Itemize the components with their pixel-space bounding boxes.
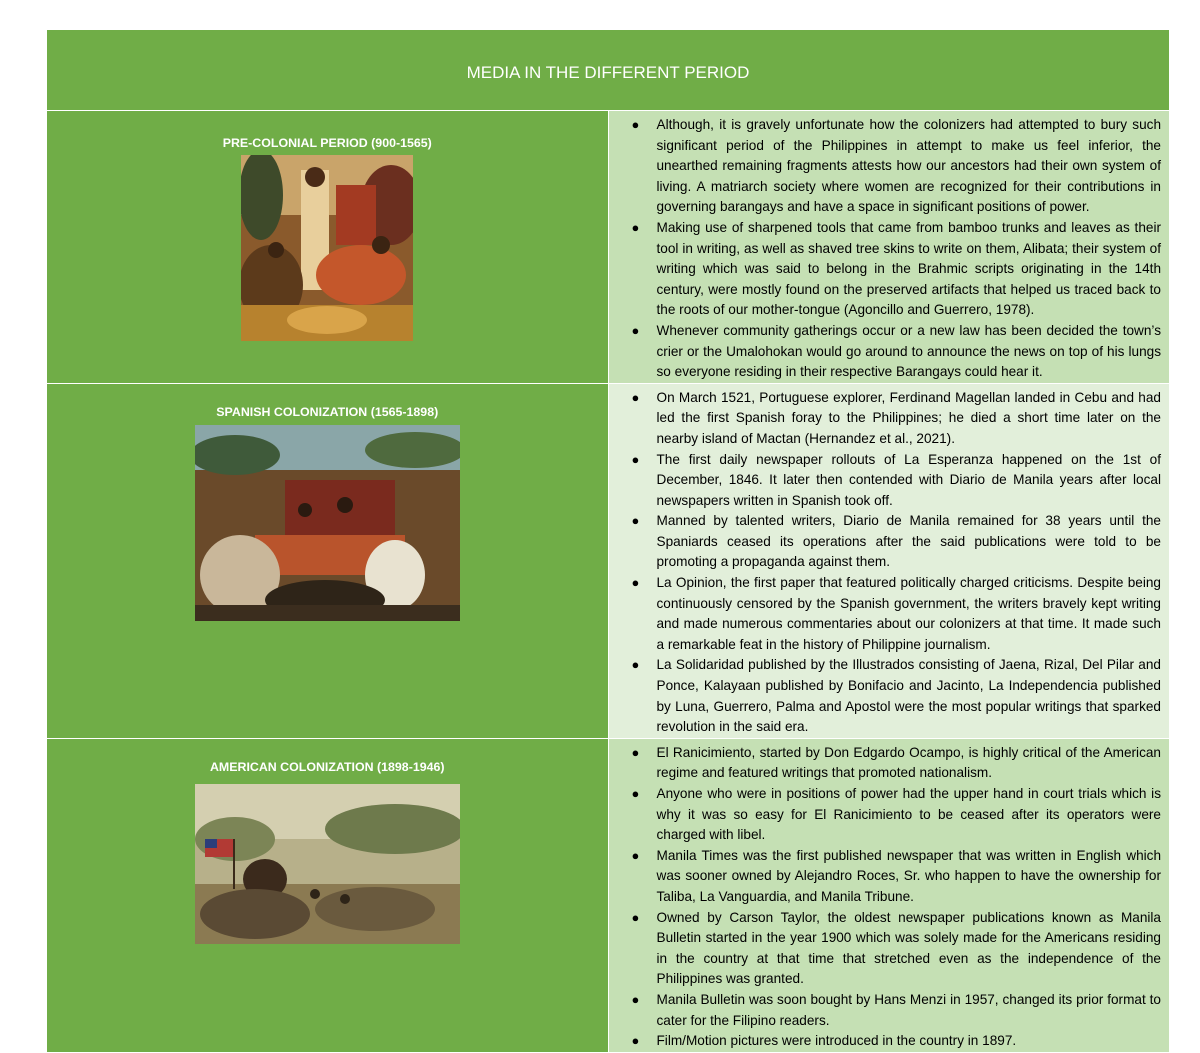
period-cell-spanish bbox=[47, 383, 609, 738]
period-content-american bbox=[608, 738, 1170, 1052]
bullet-list-american bbox=[609, 739, 1170, 1052]
bullet-icon: ● bbox=[631, 451, 640, 467]
period-content-pre-colonial bbox=[608, 111, 1170, 384]
bullet-text: El Ranicimiento, started by Don Edgardo Ocampo, is highly critical of the American regime and featured writings that promoted nationalism. bbox=[656, 744, 1161, 781]
bullet-text: Anyone who were in positions of power had the upper hand in court trials which is why it was so easy for El Ranicimiento to be ceased after its operators were charged with libel. bbox=[656, 786, 1161, 843]
table-row-american bbox=[47, 738, 1170, 1052]
list-item bbox=[631, 743, 1162, 784]
media-periods-table bbox=[46, 29, 1170, 1053]
bullet-text: Making use of sharpened tools that came from bamboo trunks and leaves as their tool in writing, as well as shaved tree skins to write on them, Alibata; their system of writing which was said to belong in the Brahmic scripts originating in the 14th century, were mostly found on the preserved artifacts that helped us traced back to the roots of our mother-tongue (Agoncillo and Guerrero, 1978). bbox=[656, 219, 1161, 318]
bullet-icon: ● bbox=[631, 575, 640, 591]
bullet-icon: ● bbox=[631, 219, 640, 235]
bullet-text: Owned by Carson Taylor, the oldest newspaper publications known as Manila Bulletin started in the year 1900 which was solely made for the Americans residing in the country at that time that stretched even as the independence of the Philippines was granted. bbox=[656, 909, 1161, 987]
list-item bbox=[631, 784, 1162, 846]
list-item bbox=[631, 1031, 1162, 1052]
table-header-row bbox=[47, 30, 1170, 111]
bullet-list-pre-colonial bbox=[609, 111, 1170, 383]
table-title: MEDIA IN THE DIFFERENT PERIOD bbox=[466, 63, 750, 82]
bullet-icon: ● bbox=[631, 909, 640, 925]
list-item bbox=[631, 450, 1162, 512]
table-row-pre-colonial bbox=[47, 111, 1170, 384]
bullet-icon: ● bbox=[631, 847, 640, 863]
period-content-spanish bbox=[608, 383, 1170, 738]
list-item bbox=[631, 511, 1162, 573]
period-label-pre-colonial: PRE-COLONIAL PERIOD (900-1565) bbox=[222, 136, 432, 150]
bullet-text: Manila Bulletin was soon bought by Hans Menzi in 1957, changed its prior format to cater for the Filipino readers. bbox=[656, 991, 1161, 1028]
list-item bbox=[631, 218, 1162, 321]
period-cell-pre-colonial bbox=[47, 111, 609, 384]
bullet-text: Manila Times was the first published newspaper that was written in English which was sooner owned by Alejandro Roces, Sr. who happen to have the ownership for Taliba, La Vanguardia, and Manila Tribune. bbox=[656, 847, 1161, 904]
list-item bbox=[631, 908, 1162, 990]
period-label-american: AMERICAN COLONIZATION (1898-1946) bbox=[209, 759, 445, 774]
bullet-text: Manned by talented writers, Diario de Manila remained for 38 years until the Spaniards ceased its operations after the said publications were told to be promoting a propaganda against them. bbox=[656, 513, 1161, 570]
bullet-icon: ● bbox=[631, 322, 640, 338]
period-label-spanish: SPANISH COLONIZATION (1565-1898) bbox=[216, 404, 439, 419]
bullet-text: Film/Motion pictures were introduced in the country in 1897. bbox=[656, 1033, 1017, 1049]
bullet-icon: ● bbox=[631, 389, 640, 405]
bullet-icon: ● bbox=[631, 744, 640, 760]
bullet-text: Whenever community gatherings occur or a new law has been decided the town’s crier or the Umalohokan would go around to announce the news on top of his lungs so everyone residing in their respective Barangays could hear it. bbox=[656, 322, 1161, 380]
bullet-text: Although, it is gravely unfortunate how the colonizers had attempted to bury such significant period of the Philippines in attempt to make us feel inferior, the unearthed remaining fragments attests how our ancestors had their own system of living. A matriarch society where women are recognized for their contributions in governing barangays and have a space in significant positions of power. bbox=[656, 117, 1161, 215]
list-item bbox=[631, 321, 1162, 383]
period-cell-american bbox=[47, 738, 609, 1052]
bullet-icon: ● bbox=[631, 657, 640, 673]
list-item bbox=[631, 846, 1162, 908]
bullet-list-spanish bbox=[609, 384, 1170, 738]
bullet-icon: ● bbox=[631, 991, 640, 1007]
american-colonization-painting-illustration bbox=[195, 784, 460, 944]
bullet-text: On March 1521, Portuguese explorer, Ferdinand Magellan landed in Cebu and had led the first Spanish foray to the Philippines; he died a short time later on the nearby island of Mactan (Hernandez et al., 2021). bbox=[656, 389, 1161, 446]
list-item bbox=[631, 388, 1162, 450]
list-item bbox=[631, 115, 1162, 218]
american-colonization-painting-image bbox=[195, 784, 460, 944]
bullet-text: La Solidaridad published by the Illustrados consisting of Jaena, Rizal, Del Pilar and Ponce, Kalayaan published by Bonifacio and Jacinto, La Independencia published by Luna, Guerrero, Palma and Apostol were the most popular writings that sparked revolution in the said era. bbox=[656, 657, 1161, 735]
spanish-colonization-mural-illustration bbox=[195, 425, 460, 621]
bullet-icon: ● bbox=[631, 117, 640, 132]
bullet-icon: ● bbox=[631, 513, 640, 529]
bullet-icon: ● bbox=[631, 786, 640, 801]
list-item bbox=[631, 573, 1162, 655]
list-item bbox=[631, 990, 1162, 1031]
bullet-icon: ● bbox=[631, 1033, 640, 1049]
pre-colonial-mural-image bbox=[241, 155, 413, 341]
spanish-colonization-mural-image bbox=[195, 425, 460, 621]
bullet-text: La Opinion, the first paper that featured politically charged criticisms. Despite being continuously censored by the Spanish government, the writers bravely kept writing and made numerous commentaries about our colonizers at that time. It made such a remarkable feat in the history of Philippine journalism. bbox=[656, 575, 1161, 652]
pre-colonial-mural-illustration bbox=[241, 155, 413, 341]
list-item bbox=[631, 655, 1162, 737]
bullet-text: The first daily newspaper rollouts of La Esperanza happened on the 1st of December, 1846. It later then contended with Diario de Manila years after local newspapers written in Spanish took off. bbox=[656, 451, 1161, 508]
table-title-cell bbox=[47, 30, 1170, 111]
table-row-spanish bbox=[47, 383, 1170, 738]
